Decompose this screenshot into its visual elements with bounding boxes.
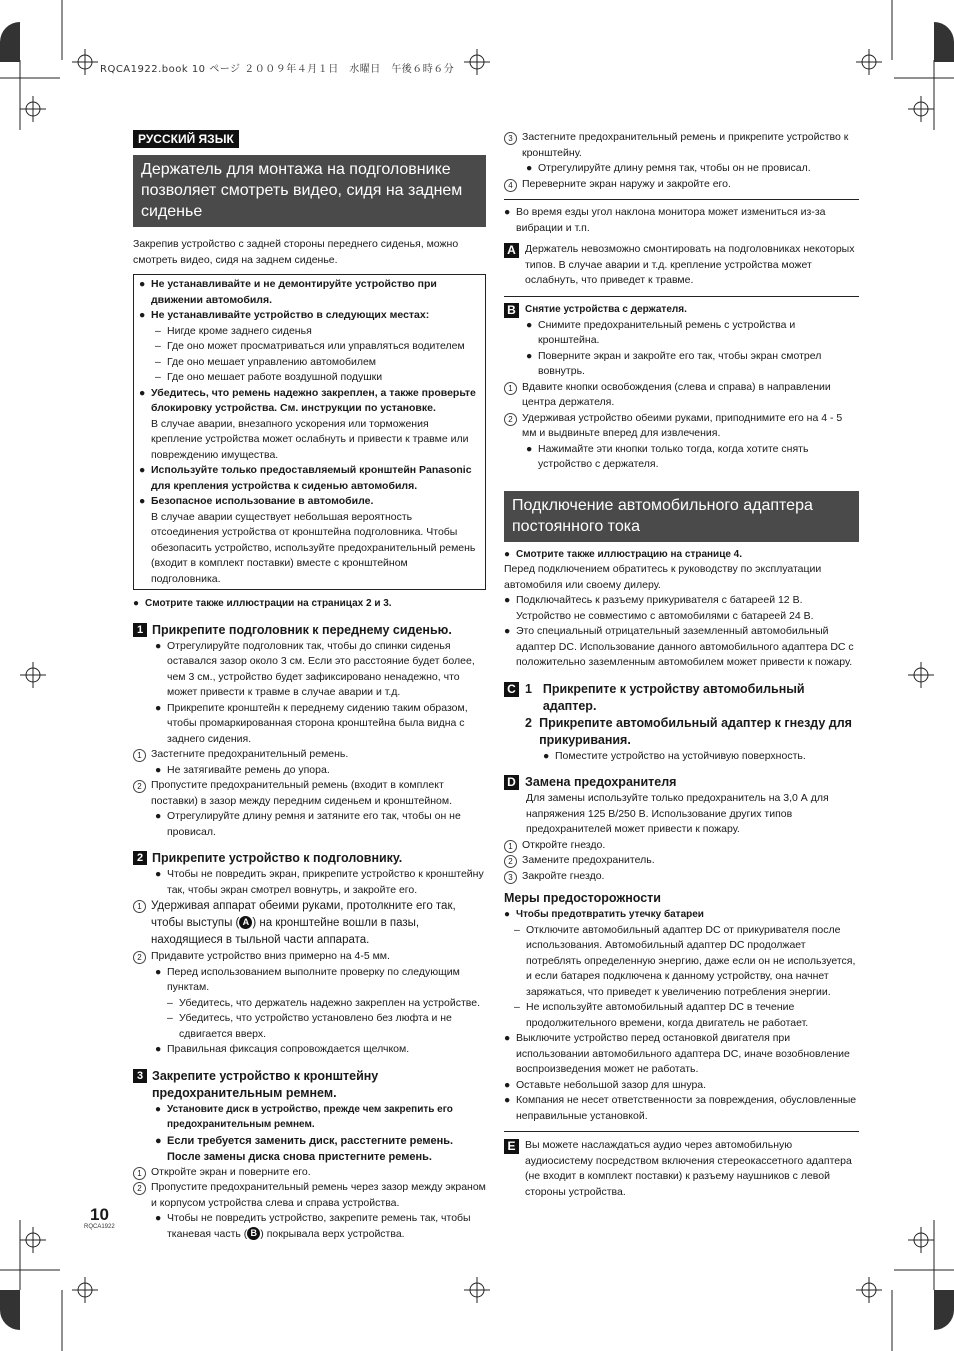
dash-item: – Убедитесь, что устройство установлено без люфта и не сдвигается вверх.	[167, 1012, 452, 1040]
step-2	[133, 850, 486, 867]
note-a-text: Держатель невозможно смонтировать на подголовниках некоторых типов. В случае аварии и т.д. крепление устройства может ослабнуть, что приведет к травме.	[525, 243, 855, 286]
warning-subitem: – Где оно может просматриваться или управляться водителем	[155, 340, 465, 352]
warning-subitem: – Где оно мешает управлению автомобилем	[155, 355, 377, 368]
see-also-note: ● Смотрите также иллюстрации на страницах 2 и 3.	[133, 598, 392, 609]
bullet: ● Чтобы предотвратить утечку батареи	[504, 909, 704, 920]
bullet: ● Поместите устройство на устойчивую поверхность.	[543, 749, 806, 762]
section-b-title: Снятие устройства с держателя.	[525, 303, 687, 315]
divider	[504, 1131, 859, 1132]
bullet: ● Отрегулируйте длину ремня так, чтобы он не провисал.	[526, 162, 811, 174]
step-title: Прикрепите подголовник к переднему сиденью.	[152, 622, 452, 637]
step-title: Прикрепите автомобильный адаптер к гнезду для прикуривания.	[539, 715, 852, 747]
step-title: Прикрепите к устройству автомобильный адаптер.	[542, 681, 805, 713]
numbered-item: 1 Застегните предохранительный ремень.	[133, 747, 486, 763]
warning-text: В случае аварии, внезапного ускорения или торможения крепление устройства может ослабнуть и привести к травме или повреждению имущества.	[151, 417, 469, 461]
bullet: ● Если требуется заменить диск, расстегните ремень. После замены диска снова пристегните ремень.	[155, 1134, 454, 1163]
note-e	[504, 1138, 859, 1200]
warning-subitem: – Где оно мешает работе воздушной подушки	[155, 371, 383, 383]
bullet: ● Перед использованием выполните проверку по следующим пунктам.	[155, 965, 460, 993]
numbered-item: 3 Закройте гнездо.	[504, 869, 859, 885]
warning-box	[133, 274, 486, 590]
warning-item: ● Не устанавливайте устройство в следующих местах:	[139, 309, 430, 321]
badge-d: D	[504, 775, 519, 790]
step-title: Прикрепите устройство к подголовнику.	[152, 851, 403, 865]
numbered-item: 2 Придавите устройство вниз примерно на 4-5 мм.	[133, 949, 486, 965]
language-tag: РУССКИЙ ЯЗЫК	[133, 130, 239, 148]
numbered-item: 2 Замените предохранитель.	[504, 853, 859, 869]
paragraph: Для замены используйте только предохранитель на 3,0 А для напряжения 125 В/250 В. Использование других типов предохранителей может привести к пожару.	[526, 792, 829, 835]
badge-a: A	[504, 243, 519, 258]
marker-a-icon: A	[239, 916, 252, 929]
numbered-item: 3 Застегните предохранительный ремень и прикрепите устройство к кронштейну.	[504, 130, 859, 161]
badge-c: C	[504, 682, 519, 697]
bullet: ● Не затягивайте ремень до упора.	[155, 763, 330, 776]
note-e-text: Вы можете наслаждаться аудио через автомобильную аудиосистему посредством включения стереокассетного адаптера (не входит в комплект поставки) к разъему наушников с левой стороны устройства.	[525, 1139, 852, 1198]
bullet: ● Подключайтесь к разъему прикуривателя с батареей 12 В. Устройство не совместимо с автомобилями с батареей 24 В.	[504, 594, 814, 622]
section-heading-dc-adapter: Подключение автомобильного адаптера постоянного тока	[504, 491, 859, 542]
bullet: ● Нажимайте эти кнопки только тогда, когда хотите снять устройство с держателя.	[526, 442, 809, 470]
note-a	[504, 242, 859, 289]
badge-e: E	[504, 1139, 519, 1154]
bullet: ● Установите диск в устройство, прежде чем закрепить его предохранительным ремнем.	[155, 1103, 453, 1130]
bullet: ● Чтобы не повредить устройство, закрепите ремень так, чтобы тканевая часть ( B ) покрывала верх устройства.	[155, 1212, 471, 1240]
step-1	[133, 622, 486, 639]
bullet: ● Поверните экран и закройте его так, чтобы экран смотрел вовнутрь.	[526, 349, 822, 377]
numbered-item: 2 Удерживая устройство обеими руками, приподнимите его на 4 - 5 мм и выдвиньте вперед для извлечения.	[504, 411, 859, 442]
numbered-item: 1 Удерживая аппарат обеими руками, протолкните его так, чтобы выступы ( A ) на кронштейне вошли в пазы, находящиеся в тыльной части аппарата.	[133, 898, 486, 949]
warning-item: ● Не устанавливайте и не демонтируйте устройство при движении автомобиля.	[139, 278, 437, 306]
dash-item: – Убедитесь, что держатель надежно закреплен на устройстве.	[167, 996, 481, 1009]
warning-text: В случае аварии существует небольшая вероятность отсоединения устройства от кронштейна подголовника. Чтобы обезопасить устройство, используйте предохранительный ремень (входит в комплект поставки) вместе с кронштейном подголовника.	[151, 510, 476, 585]
divider	[504, 296, 859, 297]
bullet: ● Выключите устройство перед остановкой двигателя при использовании автомобильного адаптера DC, иначе возобновление воспроизведения может не работать.	[504, 1032, 850, 1075]
bullet: ● Оставьте небольшой зазор для шнура.	[504, 1078, 707, 1091]
step-number: 1	[525, 681, 532, 696]
dash-item: – Не используйте автомобильный адаптер DC в течение продолжительного времени, когда двигатель не работает.	[514, 1001, 809, 1029]
numbered-item: 1 Откройте экран и поверните его.	[133, 1165, 486, 1181]
warning-item: ● Используйте только предоставляемый кронштейн Panasonic для крепления устройства к сиденью автомобиля.	[139, 464, 472, 492]
dash-item: – Отключите автомобильный адаптер DC от прикуривателя после использования. Автомобильный адаптер DC продолжает потреблять определенную энергию, даже если он не используется, и если батарея подключена к данному устройству, она начнет заряжаться, что приведет к увеличению потребления энергии.	[514, 923, 856, 998]
bullet: ● Чтобы не повредить экран, прикрепите устройство к кронштейну так, чтобы экран смотрел вовнутрь, и закройте его.	[155, 868, 484, 896]
bullet: ● Отрегулируйте длину ремня и затяните его так, чтобы он не провисал.	[155, 810, 461, 838]
section-c	[504, 681, 859, 765]
bullet: ● Снимите предохранительный ремень с устройства и кронштейна.	[526, 318, 796, 346]
bullet: ● Отрегулируйте подголовник так, чтобы до спинки сиденья оставался зазор около 3 см. Если это расстояние будет более, чем 3 см., устройство будет зафиксировано ненадежно, что может привести к травме в случае аварии и т.д.	[155, 639, 475, 698]
numbered-item: 2 Пропустите предохранительный ремень через зазор между экраном и корпусом устройства слева и справа устройства.	[133, 1180, 486, 1211]
step-number: 1	[133, 623, 147, 637]
bullet: ● Прикрепите кронштейн к переднему сидению таким образом, чтобы промаркированная сторона кронштейна была видна с заднего сидения.	[155, 701, 468, 745]
warning-item: ● Убедитесь, что ремень надежно закреплен, а также проверьте блокировку устройства. См. инструкции по установке.	[139, 386, 476, 414]
section-d	[504, 774, 859, 791]
paragraph: Перед подключением обратитесь к руководству по эксплуатации автомобиля или своему дилеру.	[504, 563, 822, 591]
intro-text: Закрепив устройство с задней стороны переднего сиденья, можно смотреть видео, сидя на заднем сиденье.	[133, 238, 459, 266]
divider	[504, 199, 859, 200]
see-also-note: ● Смотрите также иллюстрацию на странице 4.	[504, 548, 743, 560]
step-number: 2	[133, 851, 147, 865]
numbered-item: 1 Вдавите кнопки освобождения (слева и справа) в направлении центра держателя.	[504, 380, 859, 411]
left-column	[133, 130, 486, 1242]
marker-b-icon: B	[247, 1227, 260, 1240]
bullet: ● Компания не несет ответственности за повреждения, обусловленные неправильные установкой.	[504, 1094, 857, 1122]
section-heading-headrest: Держатель для монтажа на подголовнике позволяет смотреть видео, сидя на заднем сиденье	[133, 155, 486, 227]
page-number: 10	[90, 1205, 109, 1224]
step-3	[133, 1068, 486, 1102]
numbered-item: 4 Переверните экран наружу и закройте его.	[504, 177, 859, 193]
page-code: RQCA1922	[84, 1224, 115, 1230]
badge-b: B	[504, 303, 519, 318]
precautions-title: Меры предосторожности	[504, 891, 661, 905]
section-d-title: Замена предохранителя	[525, 775, 677, 789]
step-number: 2	[525, 715, 532, 730]
warning-subitem: – Нигде кроме заднего сиденья	[155, 324, 312, 337]
bullet: ● Правильная фиксация сопровождается щелчком.	[155, 1043, 410, 1055]
step-title: Закрепите устройство к кронштейну предохранительным ремнем.	[152, 1068, 379, 1100]
warning-item: ● Безопасное использование в автомобиле.	[139, 495, 374, 507]
note: ● Во время езды угол наклона монитора может измениться из-за вибрации и т.п.	[504, 206, 826, 234]
step-number: 3	[133, 1069, 147, 1083]
bullet: ● Это специальный отрицательный заземленный автомобильный адаптер DC. Использование данного автомобильного адаптера DC с положительно заземленным автомобилем может привести к пожару.	[504, 625, 854, 668]
section-b	[504, 302, 859, 318]
print-header: RQCA1922.book 10 ページ ２００９年４月１日 水曜日 午後６時６分	[100, 64, 455, 75]
numbered-item: 1 Откройте гнездо.	[504, 838, 859, 854]
right-column	[504, 130, 859, 1200]
numbered-item: 2 Пропустите предохранительный ремень (входит в комплект поставки) в зазор между передним сиденьем и кронштейном.	[133, 778, 486, 809]
